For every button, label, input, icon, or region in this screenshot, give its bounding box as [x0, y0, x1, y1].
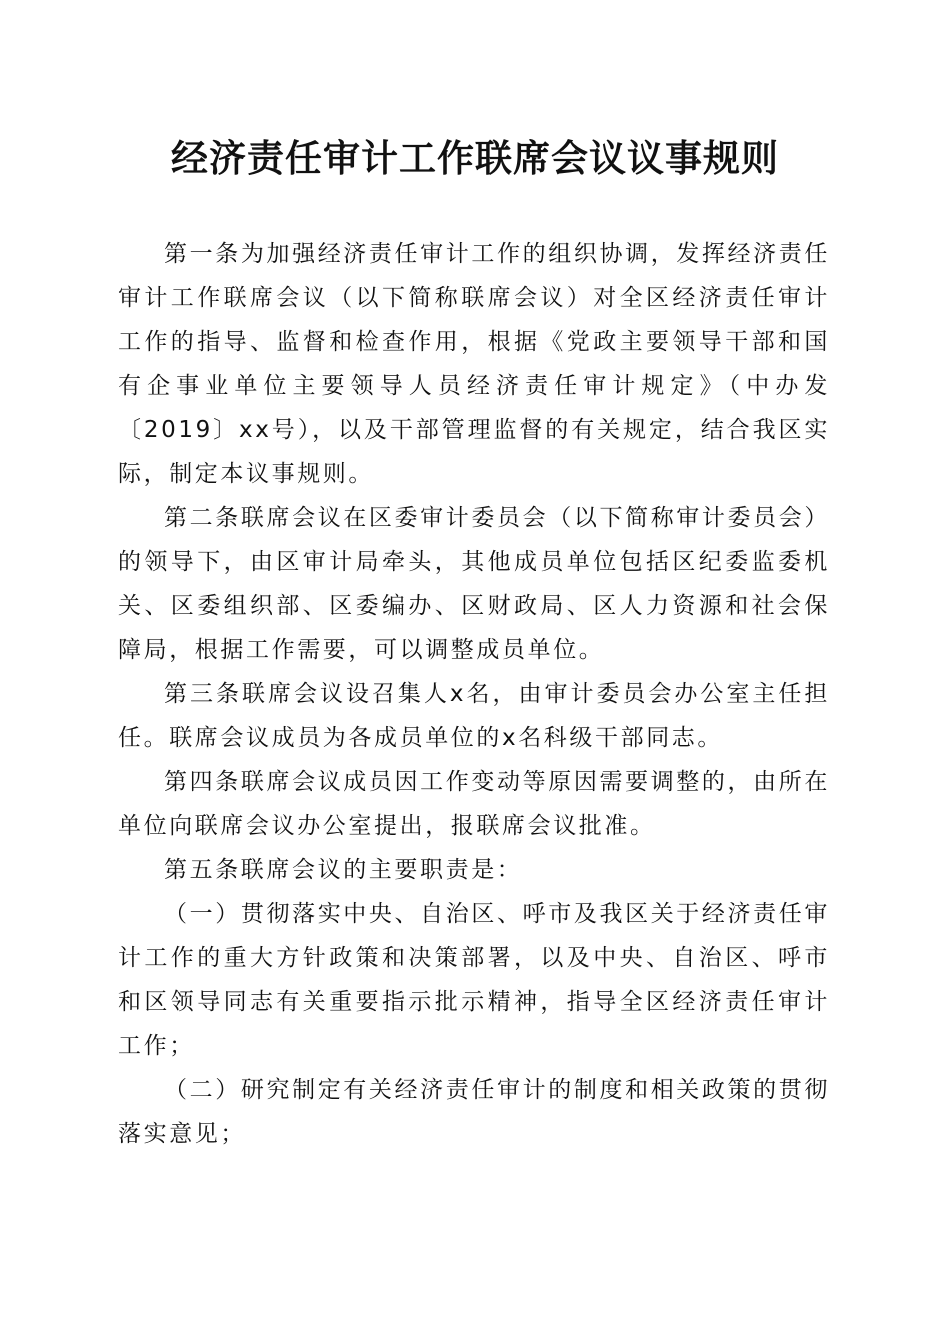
document-body — [118, 232, 830, 1156]
article-5-item-1: （一）贯彻落实中央、自治区、呼市及我区关于经济责任审计工作的重大方针政策和决策部署，以及中央、自治区、呼市和区领导同志有关重要指示批示精神，指导全区经济责任审计工作； — [118, 901, 830, 1059]
article-5-item-2: （二）研究制定有关经济责任审计的制度和相关政策的贯彻落实意见； — [118, 1077, 830, 1147]
document-title: 经济责任审计工作联席会议议事规则 — [171, 136, 779, 180]
article-2-paragraph: 第二条联席会议在区委审计委员会（以下简称审计委员会）的领导下，由区审计局牵头，其他成员单位包括区纪委监委机关、区委组织部、区委编办、区财政局、区人力资源和社会保障局，根据工作需要，可以调整成员单位。 — [118, 505, 830, 663]
article-1-paragraph: 第一条为加强经济责任审计工作的组织协调，发挥经济责任审计工作联席会议（以下简称联席会议）对全区经济责任审计工作的指导、监督和检查作用，根据《党政主要领导干部和国有企事业单位主要领导人员经济责任审计规定》（中办发〔2019〕xx号），以及干部管理监督的有关规定，结合我区实际，制定本议事规则。 — [118, 241, 830, 487]
article-4-paragraph: 第四条联席会议成员因工作变动等原因需要调整的，由所在单位向联席会议办公室提出，报联席会议批准。 — [118, 769, 830, 839]
article-5-paragraph: 第五条联席会议的主要职责是： — [164, 857, 523, 883]
article-3-paragraph: 第三条联席会议设召集人x名，由审计委员会办公室主任担任。联席会议成员为各成员单位的x名科级干部同志。 — [118, 681, 830, 751]
